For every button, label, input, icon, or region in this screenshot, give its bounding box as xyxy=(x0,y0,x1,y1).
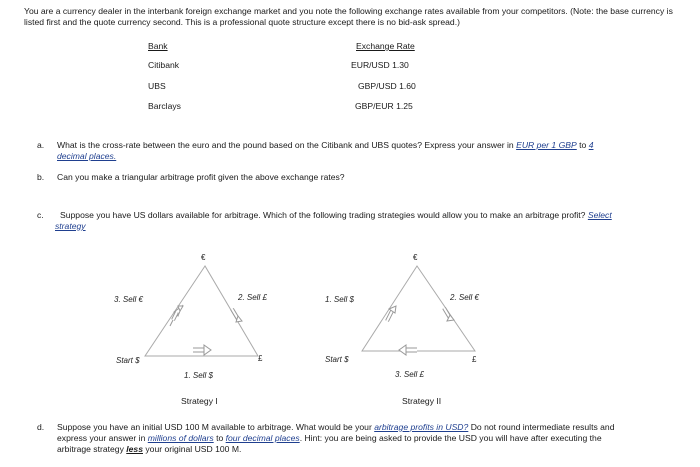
strategy-2-left-arrow xyxy=(387,306,396,321)
strategy-link[interactable]: strategy xyxy=(55,221,86,231)
rate-cell: GBP/USD 1.60 xyxy=(358,81,416,91)
question-d-label: d. xyxy=(37,422,45,432)
strategy-2-left-edge: 1. Sell $ xyxy=(325,295,354,304)
bank-cell: Citibank xyxy=(148,60,180,70)
q-d-text: Do not round intermediate results and xyxy=(468,422,615,432)
strategy-2-bottom-edge: 3. Sell £ xyxy=(395,370,424,379)
q-d-text: express your answer in xyxy=(57,433,148,443)
question-c-label: c. xyxy=(37,210,44,220)
question-a-mid: to xyxy=(576,140,589,150)
four-decimals-link[interactable]: four decimal places xyxy=(225,433,300,443)
q-d-text: your original USD 100 M. xyxy=(143,444,242,454)
bank-cell: Barclays xyxy=(148,101,181,111)
strategy-1-title: Strategy I xyxy=(181,396,218,406)
strategy-2-diagram xyxy=(325,253,479,379)
question-a-label: a. xyxy=(37,140,45,150)
strategy-2-euro-node: € xyxy=(413,253,418,262)
question-b-label: b. xyxy=(37,172,45,182)
strategy-2-title: Strategy II xyxy=(402,396,442,406)
rate-cell: GBP/EUR 1.25 xyxy=(355,101,413,111)
strategy-1-right-arrow xyxy=(232,309,242,322)
question-c-body: Suppose you have US dollars available for arbitrage. Which of the following trading strategies would allow you to make an arbitrage profit? xyxy=(60,210,586,220)
millions-link[interactable]: millions of dollars xyxy=(147,433,214,443)
intro-paragraph: You are a currency dealer in the interbank foreign exchange market and you note the following exchange rates available from your competitors. (Note: the base currency is listed first and the quote currency second. This is a professional quote structure except there is no bid-ask spread.) xyxy=(24,6,673,27)
strategy-1-left-edge: 3. Sell € xyxy=(114,295,143,304)
bank-header: Bank xyxy=(148,41,168,51)
q-d-text: . Hint: you are being asked to provide the USD you will have after executing the xyxy=(299,433,602,443)
strategy-2-right-arrow xyxy=(444,308,454,321)
strategy-1-bottom-edge: 1. Sell $ xyxy=(184,371,213,380)
question-d-line2 xyxy=(57,433,692,444)
arbitrage-profits-link[interactable]: arbitrage profits in USD? xyxy=(374,422,469,432)
strategy-1-pound-node: £ xyxy=(258,354,263,363)
decimals-link[interactable]: 4 xyxy=(588,140,594,150)
less-emphasis: less xyxy=(126,444,143,454)
q-d-text: Suppose you have an initial USD 100 M available to arbitrage. What would be your xyxy=(57,422,375,432)
strategy-2-pound-node: £ xyxy=(472,355,477,364)
strategy-1-bottom-arrow xyxy=(193,345,211,355)
strategy-1-euro-node: € xyxy=(201,253,206,262)
rate-header: Exchange Rate xyxy=(356,41,415,51)
select-strategy-link[interactable]: Select xyxy=(587,210,612,220)
eur-per-gbp-link[interactable]: EUR per 1 GBP xyxy=(516,140,577,150)
strategy-1-right-edge: 2. Sell £ xyxy=(238,293,267,302)
question-d-text xyxy=(57,422,692,455)
bank-cell: UBS xyxy=(148,81,166,91)
strategy-1-diagram xyxy=(114,253,267,380)
strategy-2-bottom-arrow xyxy=(399,345,417,355)
question-d-line3 xyxy=(57,444,692,455)
strategy-2-triangle xyxy=(362,266,475,351)
strategy-2-start: Start $ xyxy=(325,355,349,364)
q-d-text: arbitrage strategy xyxy=(57,444,127,454)
strategy-2-right-edge: 2. Sell € xyxy=(450,293,479,302)
strategy-1-triangle xyxy=(145,266,258,356)
q-d-text: to xyxy=(213,433,226,443)
strategy-1-start: Start $ xyxy=(116,356,140,365)
rate-cell: EUR/USD 1.30 xyxy=(351,60,409,70)
question-a-body: What is the cross-rate between the euro and the pound based on the Citibank and UBS quotes? Express your answer in xyxy=(57,140,517,150)
decimal-places-link[interactable]: decimal places. xyxy=(57,151,117,161)
question-b-text: Can you make a triangular arbitrage profit given the above exchange rates? xyxy=(57,172,345,182)
question-d-line1 xyxy=(57,422,692,433)
